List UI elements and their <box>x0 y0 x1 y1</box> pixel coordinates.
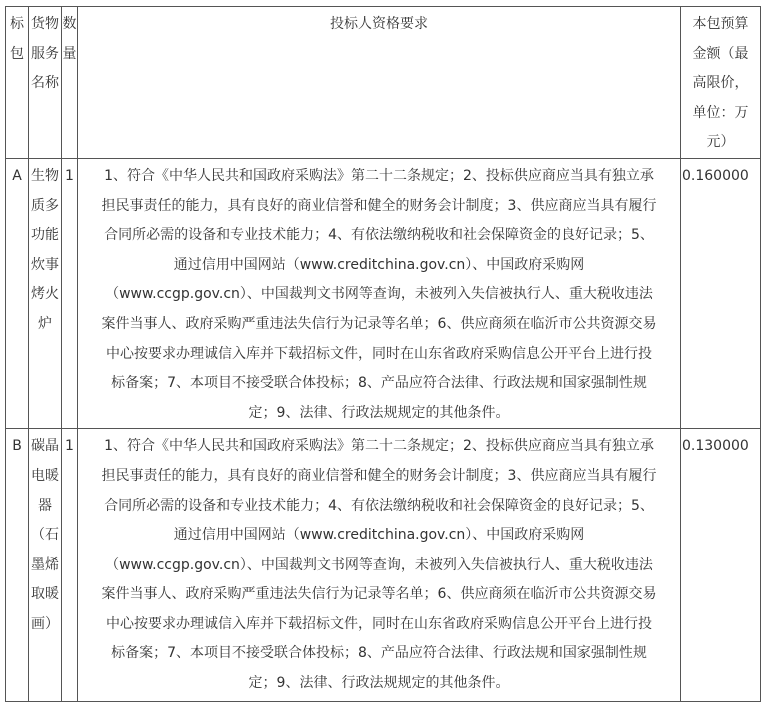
requirement-line: 中心按要求办理诚信入库并下载招标文件，同时在山东省政府采购信息公开平台上进行投 <box>106 615 652 632</box>
requirements-cell <box>78 158 681 428</box>
amount-value: 0.160000 <box>682 167 749 184</box>
header-amount-line: 金额（最 <box>692 45 749 62</box>
header-name <box>29 7 62 159</box>
header-amount <box>681 7 761 159</box>
name-line: 器 <box>38 497 52 514</box>
requirement-line: 通过信用中国网站（www.creditchina.gov.cn）、中国政府采购网 <box>173 256 585 273</box>
package-id: A <box>12 167 22 184</box>
requirement-line: 1、符合《中华人民共和国政府采购法》第二十二条规定；2、投标供应商应当具有独立承 <box>104 438 654 455</box>
requirement-line: 案件当事人、政府采购严重违法失信行为记录等名单；6、供应商须在临沂市公共资源交易 <box>101 586 657 603</box>
requirement-line: 1、符合《中华人民共和国政府采购法》第二十二条规定；2、投标供应商应当具有独立承 <box>104 167 654 184</box>
requirement-line: （www.ccgp.gov.cn）、中国裁判文书网等查询，未被列入失信被执行人、重大税收违法 <box>105 286 653 303</box>
name-line: 质多 <box>31 197 59 214</box>
quantity-value: 1 <box>65 167 74 184</box>
quantity-cell <box>62 158 78 428</box>
name-line: 画） <box>31 615 59 632</box>
package-id: B <box>12 438 22 455</box>
header-package-line: 包 <box>10 45 24 62</box>
requirement-line: 标备案；7、本项目不接受联合体投标；8、产品应符合法律、行政法规和国家强制性规 <box>111 645 647 662</box>
quantity-value: 1 <box>65 438 74 455</box>
quantity-cell <box>62 429 78 702</box>
name-line: 电暖 <box>31 467 59 484</box>
procurement-table <box>5 6 761 702</box>
header-row <box>6 7 761 159</box>
header-name-line: 货物 <box>31 16 59 32</box>
header-quantity-line: 量 <box>62 45 77 62</box>
amount-value: 0.130000 <box>682 438 749 455</box>
name-line: 碳晶 <box>31 438 59 455</box>
requirement-line: （www.ccgp.gov.cn）、中国裁判文书网等查询，未被列入失信被执行人、重大税收违法 <box>105 556 653 573</box>
name-line: 墨烯 <box>31 556 59 573</box>
name-cell <box>29 158 62 428</box>
name-line: 炊事 <box>31 256 59 273</box>
package-cell <box>6 158 29 428</box>
header-amount-line: 单位：万 <box>692 104 749 121</box>
header-quantity-line: 数 <box>62 16 77 32</box>
requirement-line: 合同所必需的设备和专业技术能力；4、有依法缴纳税收和社会保障资金的良好记录；5、 <box>104 497 654 514</box>
name-line: 烤火 <box>31 286 59 303</box>
amount-cell <box>681 158 761 428</box>
table-row <box>6 158 761 428</box>
requirement-line: 合同所必需的设备和专业技术能力；4、有依法缴纳税收和社会保障资金的良好记录；5、 <box>104 227 654 244</box>
header-amount-line: 高限价， <box>692 75 749 92</box>
header-name-line: 服务 <box>31 45 59 62</box>
package-cell <box>6 429 29 702</box>
name-line: （石 <box>31 527 59 544</box>
header-name-line: 名称 <box>31 75 59 92</box>
requirement-line: 担民事责任的能力，具有良好的商业信誉和健全的财务会计制度；3、供应商应当具有履行 <box>101 467 657 484</box>
requirement-line: 担民事责任的能力，具有良好的商业信誉和健全的财务会计制度；3、供应商应当具有履行 <box>101 197 657 214</box>
name-line: 功能 <box>31 227 59 244</box>
requirement-line: 标备案；7、本项目不接受联合体投标；8、产品应符合法律、行政法规和国家强制性规 <box>111 375 647 392</box>
amount-cell <box>681 429 761 702</box>
requirement-line: 定；9、法律、行政法规规定的其他条件。 <box>248 404 510 421</box>
header-package-line: 标 <box>10 16 24 32</box>
table-row <box>6 429 761 702</box>
requirement-line: 通过信用中国网站（www.creditchina.gov.cn）、中国政府采购网 <box>173 527 585 544</box>
header-quantity <box>62 7 78 159</box>
requirement-line: 定；9、法律、行政法规规定的其他条件。 <box>248 675 510 692</box>
header-requirements <box>78 7 681 159</box>
header-amount-line: 本包预算 <box>692 16 749 32</box>
header-requirements-label: 投标人资格要求 <box>330 16 428 32</box>
requirement-line: 案件当事人、政府采购严重违法失信行为记录等名单；6、供应商须在临沂市公共资源交易 <box>101 315 657 332</box>
requirements-cell <box>78 429 681 702</box>
header-amount-line: 元） <box>706 134 735 151</box>
name-cell <box>29 429 62 702</box>
name-line: 取暖 <box>31 586 59 603</box>
name-line: 生物 <box>31 167 59 184</box>
name-line: 炉 <box>38 315 52 332</box>
requirement-line: 中心按要求办理诚信入库并下载招标文件，同时在山东省政府采购信息公开平台上进行投 <box>106 345 652 362</box>
header-package <box>6 7 29 159</box>
